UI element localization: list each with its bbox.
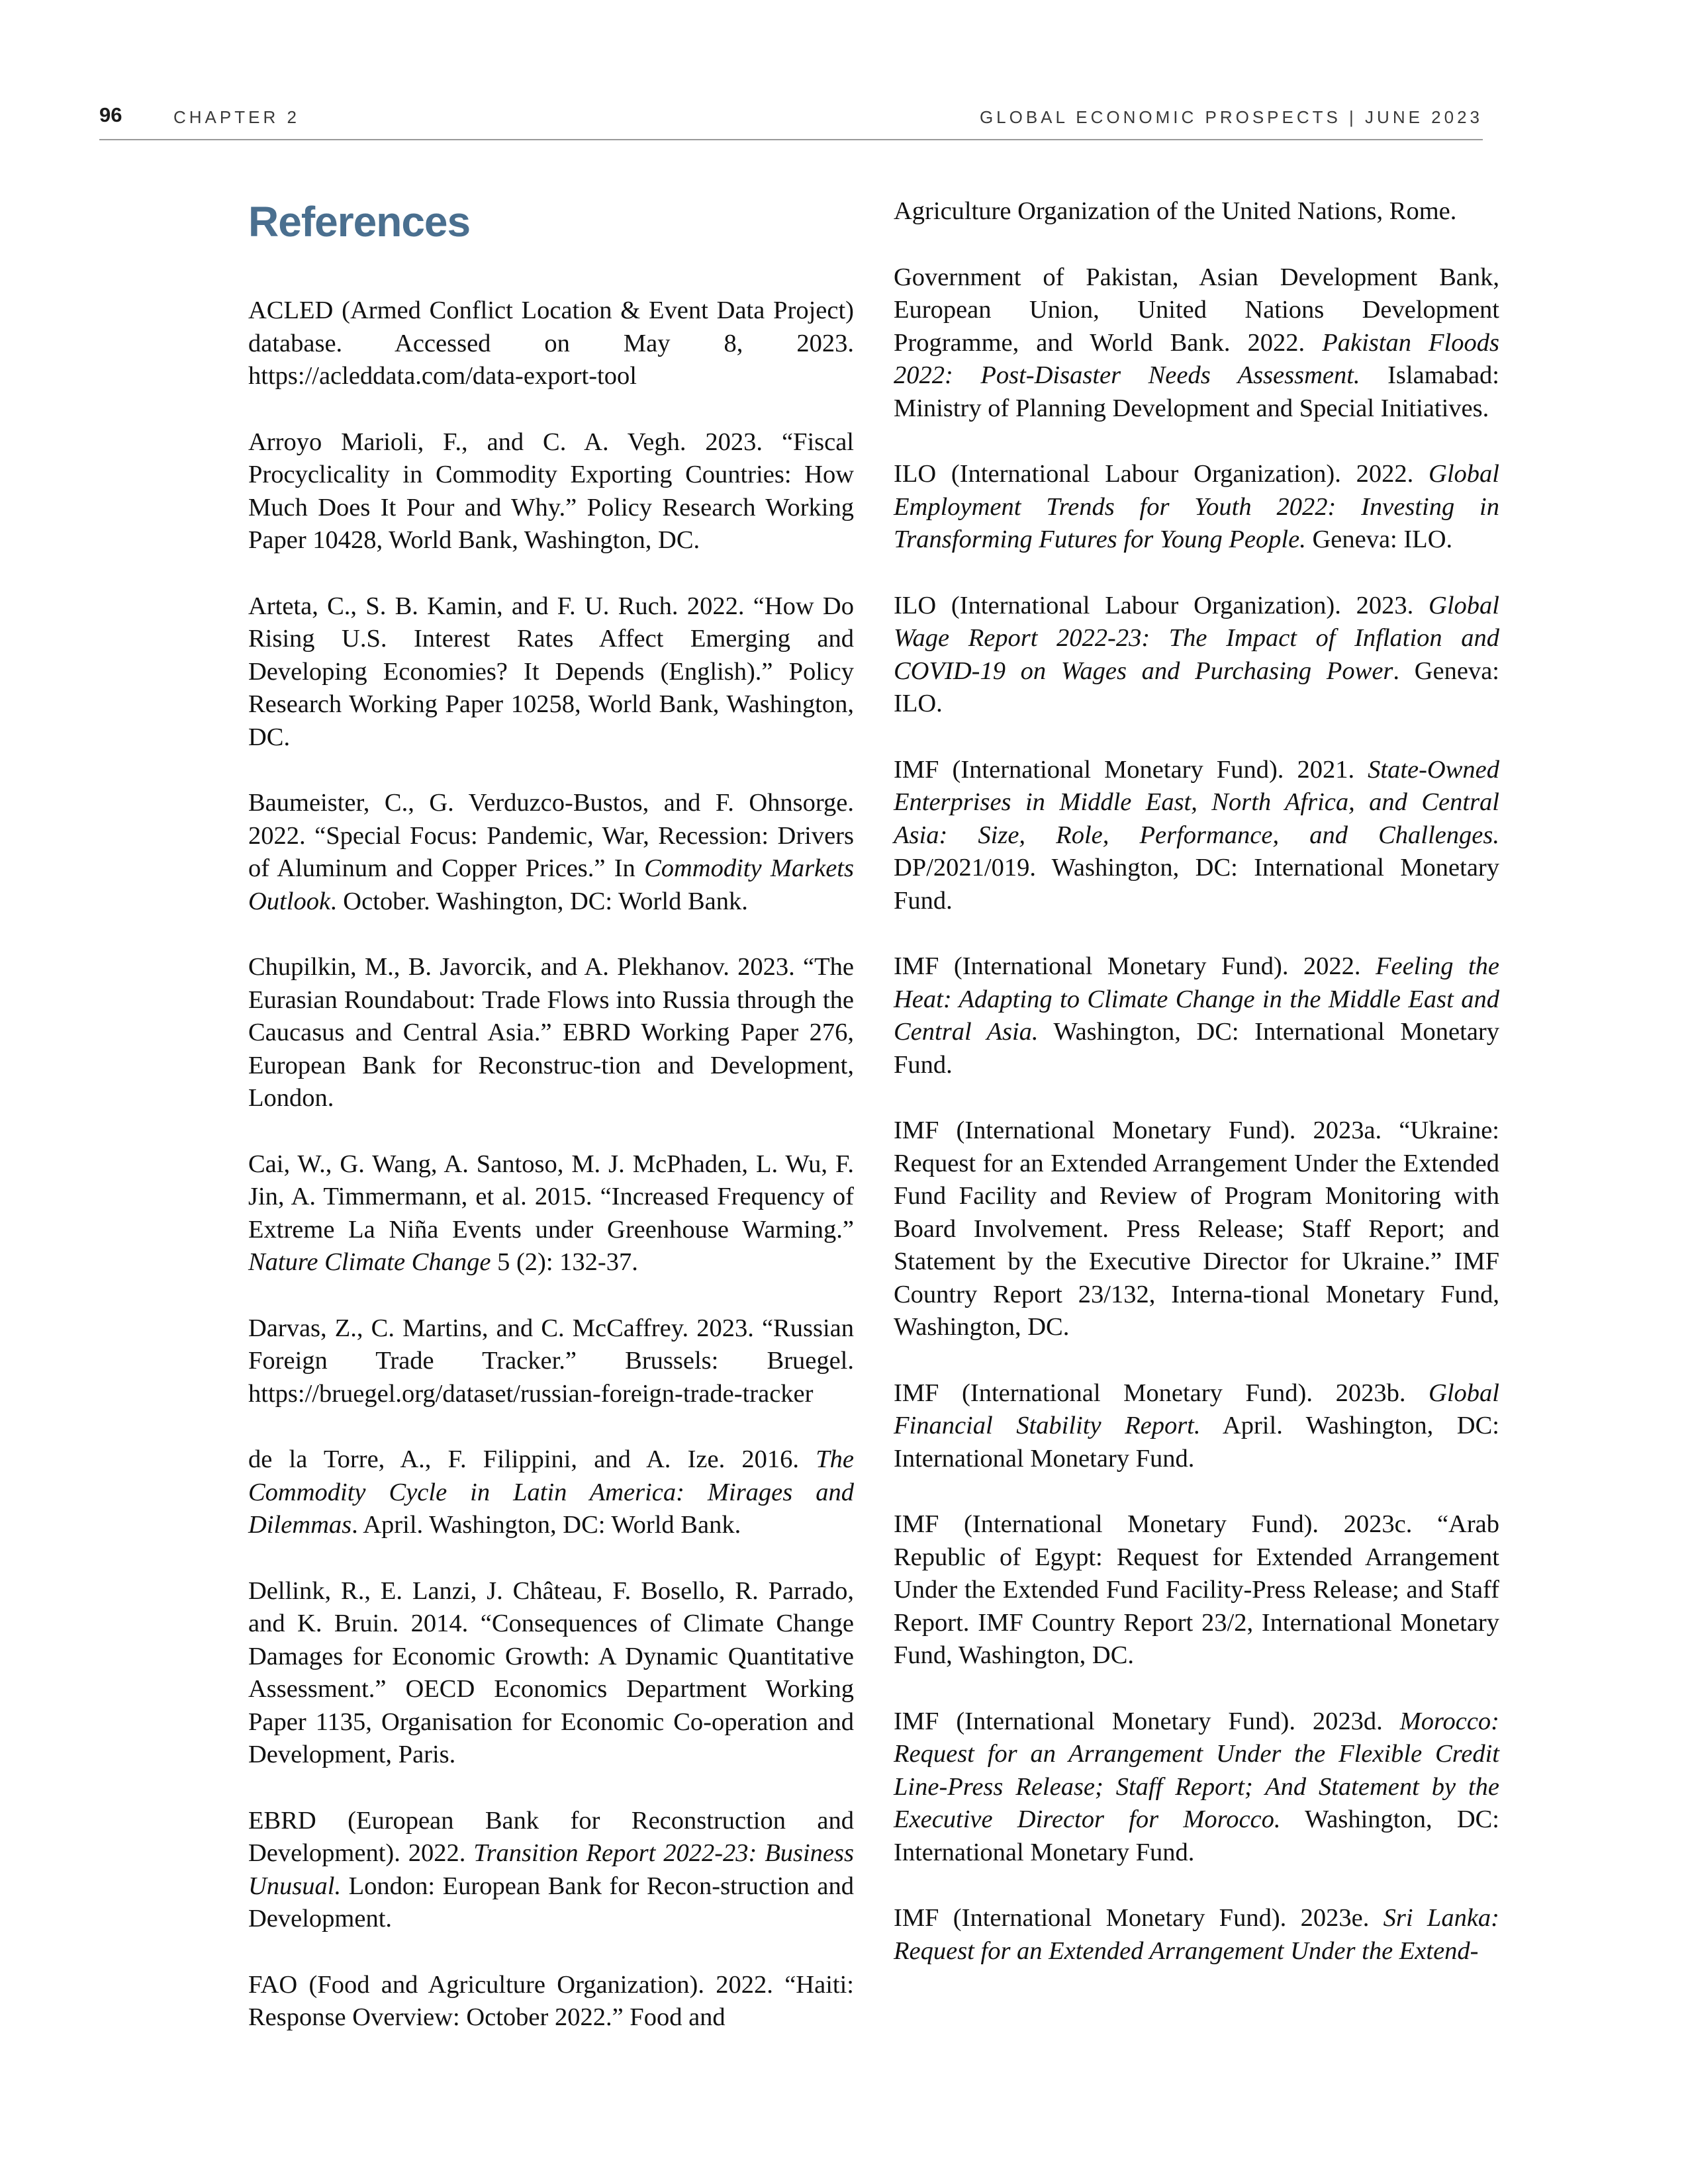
reference-text: Washington, DC: International Monetary Fund. bbox=[894, 1805, 1499, 1866]
reference-title-italic: Sri Lanka: Request for an Extended Arrangement Under the Extend- bbox=[894, 1904, 1499, 1965]
reference-text: 5 (2): 132-37. bbox=[491, 1248, 638, 1276]
reference-entry bbox=[248, 1575, 854, 1772]
references-right-column bbox=[894, 195, 1499, 2001]
publication-label: GLOBAL ECONOMIC PROSPECTS | JUNE 2023 bbox=[979, 107, 1483, 127]
reference-list-left bbox=[248, 295, 854, 2034]
reference-list-right bbox=[894, 195, 1499, 1968]
reference-title-italic: Feeling the Heat: Adapting to Climate Change in the Middle East and Central Asia. bbox=[894, 952, 1500, 1046]
reference-title-italic: Global Employment Trends for Youth 2022: Investing in Transforming Futures for Young People. bbox=[894, 460, 1499, 553]
page-header bbox=[99, 99, 1483, 139]
reference-text: IMF (International Monetary Fund). 2021. bbox=[894, 755, 1368, 784]
reference-text: DP/2021/019. Washington, DC: International Monetary Fund. bbox=[894, 854, 1499, 915]
reference-title-italic: Nature Climate Change bbox=[248, 1248, 491, 1276]
reference-entry bbox=[894, 1115, 1499, 1344]
reference-entry bbox=[894, 458, 1499, 557]
reference-text: April. Washington, DC: International Monetary Fund. bbox=[894, 1412, 1499, 1473]
reference-text: ILO (International Labour Organization). 2022. bbox=[894, 460, 1429, 488]
reference-text: EBRD (European Bank for Reconstruction and Development). 2022. bbox=[248, 1806, 854, 1867]
reference-text: IMF (International Monetary Fund). 2023e. bbox=[894, 1904, 1383, 1932]
reference-entry bbox=[248, 951, 854, 1115]
reference-title-italic: Commodity Markets Outlook bbox=[248, 854, 854, 915]
reference-text: IMF (International Monetary Fund). 2023d. bbox=[894, 1707, 1400, 1735]
reference-text: de la Torre, A., F. Filippini, and A. Ize. 2016. bbox=[248, 1445, 816, 1473]
references-left-column bbox=[248, 195, 854, 2068]
reference-title-italic: The Commodity Cycle in Latin America: Mirages and Dilemmas bbox=[248, 1445, 854, 1539]
reference-title-italic: Global Financial Stability Report. bbox=[894, 1379, 1499, 1439]
reference-text: Geneva: ILO. bbox=[1305, 525, 1453, 553]
reference-entry bbox=[248, 1969, 854, 2034]
reference-title-italic: State-Owned Enterprises in Middle East, North Africa, and Central Asia: Size, Role, Performance, and Challenges. bbox=[894, 755, 1499, 849]
reference-text: ILO (International Labour Organization). 2023. bbox=[894, 591, 1429, 619]
reference-entry bbox=[248, 1805, 854, 1936]
reference-entry bbox=[894, 590, 1499, 721]
reference-text: Dellink, R., E. Lanzi, J. Château, F. Bosello, R. Parrado, and K. Bruin. 2014. “Consequences of Climate Change Damages for Economic Growth: A Dynamic Quantitative Assessment.” OECD Economics Department Working Paper 1135, Organisation for Economic Co-operation and Development, Paris. bbox=[248, 1576, 854, 1768]
reference-text: FAO (Food and Agriculture Organization). 2022. “Haiti: Response Overview: October 2022.” Food and bbox=[248, 1970, 854, 2031]
reference-text: Baumeister, C., G. Verduzco-Bustos, and F. Ohnsorge. 2022. “Special Focus: Pandemic, War, Recession: Drivers of Aluminum and Copper Prices.” In bbox=[248, 789, 854, 882]
reference-entry bbox=[894, 754, 1499, 918]
reference-entry bbox=[248, 1312, 854, 1411]
reference-text: Darvas, Z., C. Martins, and C. McCaffrey. 2023. “Russian Foreign Trade Tracker.” Brussels: Bruegel. https://bruegel.org/dataset/russian-foreign-trade-tracker bbox=[248, 1314, 854, 1408]
reference-entry bbox=[894, 1902, 1499, 1968]
reference-title-italic: Global Wage Report 2022-23: The Impact of Inflation and COVID-19 on Wages and Purchasing Power bbox=[894, 591, 1499, 685]
reference-text: . October. Washington, DC: World Bank. bbox=[330, 887, 748, 915]
chapter-label: CHAPTER 2 bbox=[173, 107, 300, 127]
reference-title-italic: Transition Report 2022-23: Business Unusual. bbox=[248, 1839, 854, 1900]
section-title: References bbox=[248, 198, 471, 246]
page-number: 96 bbox=[99, 103, 122, 126]
reference-text: ACLED (Armed Conflict Location & Event Data Project) database. Accessed on May 8, 2023. https://acleddata.com/data-export-tool bbox=[248, 296, 854, 390]
reference-title-italic: Morocco: Request for an Arrangement Under the Flexible Credit Line-Press Release; Staff Report; And Statement by the Executive Director for Morocco. bbox=[894, 1707, 1499, 1833]
reference-entry bbox=[894, 1508, 1499, 1672]
reference-entry bbox=[894, 195, 1499, 228]
reference-text: Arteta, C., S. B. Kamin, and F. U. Ruch. 2022. “How Do Rising U.S. Interest Rates Affect Emerging and Developing Economies? It Depends (English).” Policy Research Working Paper 10258, World Bank, Washington, DC. bbox=[248, 592, 854, 751]
reference-text: Cai, W., G. Wang, A. Santoso, M. J. McPhaden, L. Wu, F. Jin, A. Timmermann, et al. 2015. “Increased Frequency of Extreme La Niña Events under Greenhouse Warming.” bbox=[248, 1150, 854, 1244]
reference-text: IMF (International Monetary Fund). 2023a. “Ukraine: Request for an Extended Arrangement Under the Extended Fund Facility and Review of Program Monitoring with Board Involvement. Press Release; Staff Report; and Statement by the Executive Director for Ukraine.” IMF Country Report 23/132, Interna-tional Monetary Fund, Washington, DC. bbox=[894, 1116, 1499, 1341]
reference-text: London: European Bank for Recon-struction and Development. bbox=[248, 1872, 854, 1933]
reference-text: Islamabad: Ministry of Planning Development and Special Initiatives. bbox=[894, 361, 1499, 422]
reference-entry bbox=[248, 426, 854, 557]
reference-text: Government of Pakistan, Asian Development Bank, European Union, United Nations Development Programme, and World Bank. 2022. bbox=[894, 263, 1499, 357]
reference-entry bbox=[894, 950, 1499, 1081]
reference-entry bbox=[894, 1706, 1499, 1870]
reference-entry bbox=[248, 590, 854, 754]
reference-entry bbox=[248, 1443, 854, 1542]
reference-entry bbox=[894, 261, 1499, 426]
reference-entry bbox=[248, 787, 854, 918]
reference-entry bbox=[248, 295, 854, 393]
header-rule bbox=[99, 139, 1483, 140]
reference-text: IMF (International Monetary Fund). 2022. bbox=[894, 952, 1376, 980]
reference-text: Arroyo Marioli, F., and C. A. Vegh. 2023. “Fiscal Procyclicality in Commodity Exporting Countries: How Much Does It Pour and Why.” Policy Research Working Paper 10428, World Bank, Washington, DC. bbox=[248, 428, 854, 554]
reference-entry bbox=[248, 1148, 854, 1279]
reference-text: Washington, DC: International Monetary Fund. bbox=[894, 1018, 1499, 1079]
reference-entry bbox=[894, 1377, 1499, 1476]
reference-text: Agriculture Organization of the United Nations, Rome. bbox=[894, 197, 1457, 225]
reference-text: . April. Washington, DC: World Bank. bbox=[352, 1511, 741, 1539]
reference-text: Chupilkin, M., B. Javorcik, and A. Plekhanov. 2023. “The Eurasian Roundabout: Trade Flows into Russia through the Caucasus and Central Asia.” EBRD Working Paper 276, European Bank for Reconstruc-tion and Development, London. bbox=[248, 953, 854, 1112]
reference-text: IMF (International Monetary Fund). 2023c. “Arab Republic of Egypt: Request for Extended Arrangement Under the Extended Fund Facility-Press Release; and Staff Report. IMF Country Report 23/2, International Monetary Fund, Washington, DC. bbox=[894, 1510, 1499, 1669]
reference-title-italic: Pakistan Floods 2022: Post-Disaster Needs Assessment. bbox=[894, 328, 1499, 389]
reference-text: . Geneva: ILO. bbox=[894, 657, 1499, 717]
reference-text: IMF (International Monetary Fund). 2023b. bbox=[894, 1379, 1429, 1407]
